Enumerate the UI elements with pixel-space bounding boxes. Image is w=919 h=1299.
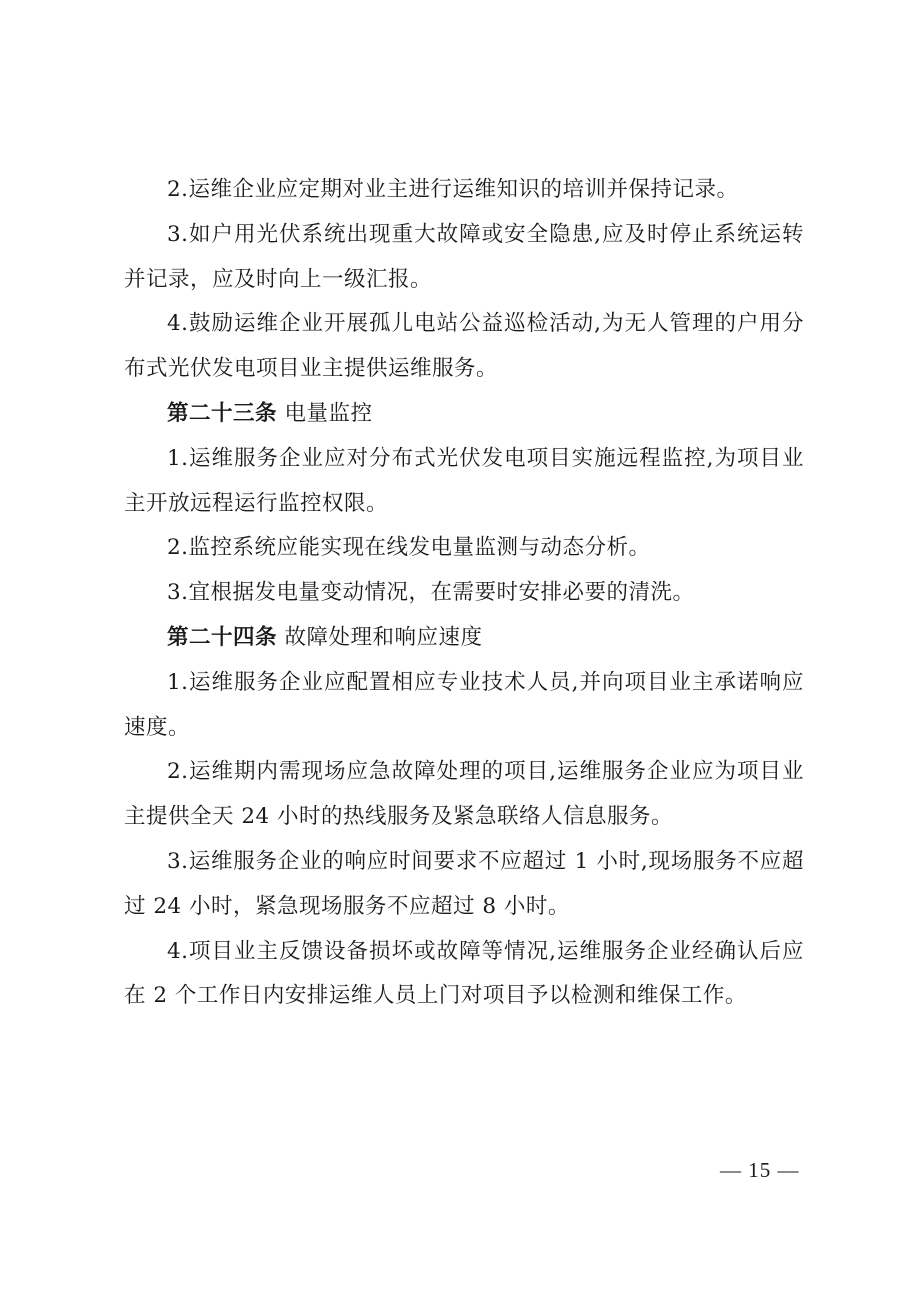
- article-heading-24: [124, 616, 804, 661]
- paragraph: 2.运维期内需现场应急故障处理的项目,运维服务企业应为项目业主提供全天 24 小时的热线服务及紧急联络人信息服务。: [124, 759, 804, 830]
- article-number: 第二十四条: [167, 624, 278, 650]
- document-body: [124, 168, 804, 1019]
- paragraph: 1.运维服务企业应配置相应专业技术人员,并向项目业主承诺响应速度。: [124, 669, 804, 740]
- paragraph: 2.运维企业应定期对业主进行运维知识的培训并保持记录。: [167, 177, 739, 202]
- paragraph: 3.宜根据发电量变动情况，在需要时安排必要的清洗。: [167, 580, 695, 606]
- article-number: 第二十三条: [167, 400, 278, 426]
- paragraph: 4.鼓励运维企业开展孤儿电站公益巡检活动,为无人管理的户用分布式光伏发电项目业主提供运维服务。: [124, 311, 804, 382]
- paragraph: 1.运维服务企业应对分布式光伏发电项目实施远程监控,为项目业主开放远程运行监控权限。: [124, 445, 804, 516]
- article-title: 电量监控: [284, 400, 373, 426]
- paragraph: 2.监控系统应能实现在线发电量监测与动态分析。: [167, 535, 651, 561]
- article-title: 故障处理和响应速度: [284, 624, 483, 650]
- paragraph: 3.运维服务企业的响应时间要求不应超过 1 小时,现场服务不应超过 24 小时，紧急现场服务不应超过 8 小时。: [124, 848, 804, 919]
- page-number: — 15 —: [720, 1158, 800, 1182]
- paragraph: 3.如户用光伏系统出现重大故障或安全隐患,应及时停止系统运转并记录，应及时向上一级汇报。: [124, 221, 804, 292]
- article-heading-23: [124, 392, 804, 437]
- paragraph: 4.项目业主反馈设备损坏或故障等情况,运维服务企业经确认后应在 2 个工作日内安排运维人员上门对项目予以检测和维保工作。: [124, 938, 804, 1009]
